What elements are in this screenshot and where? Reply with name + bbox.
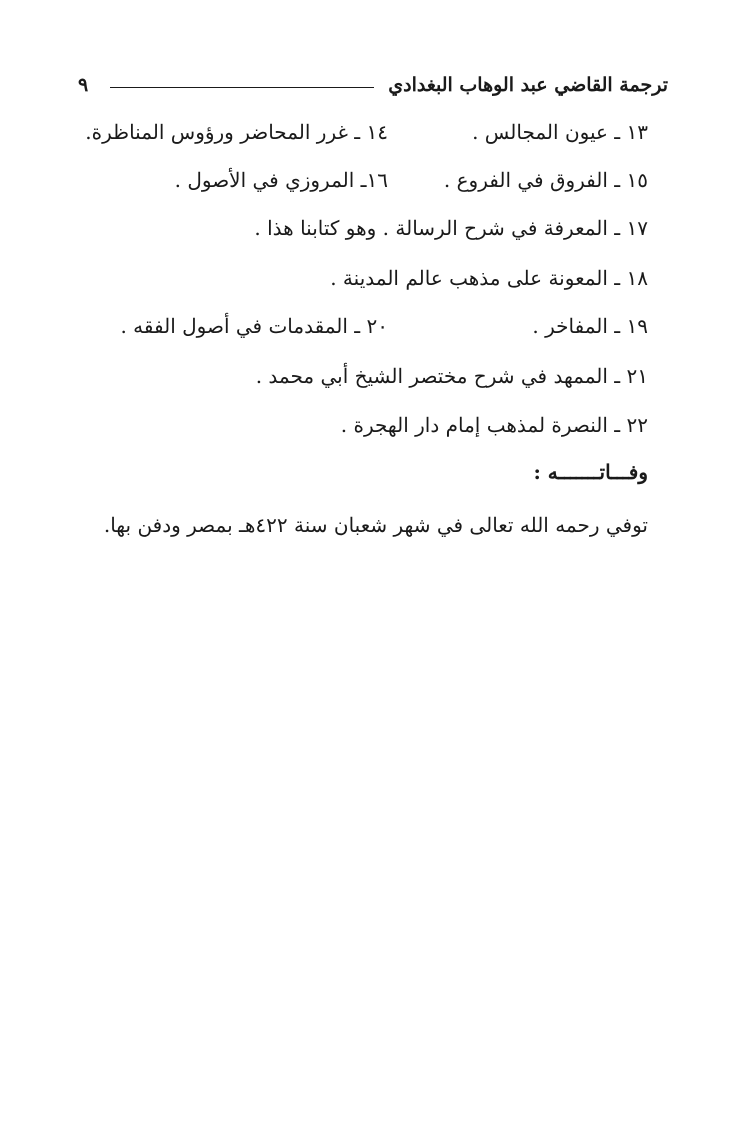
list-item-text: ١٦ـ المروزي في الأصول . (174, 168, 388, 192)
page-number: ٩ (78, 74, 89, 96)
list-item (256, 356, 648, 396)
list-item-text: ١٣ ـ عيون المجالس . (472, 120, 648, 144)
list-item (254, 208, 648, 248)
list-item (85, 112, 648, 152)
list-item (174, 160, 648, 200)
list-item (120, 306, 648, 346)
running-header (78, 68, 668, 102)
section-paragraph: توفي رحمه الله تعالى في شهر شعبان سنة ٤٢٢هـ بمصر ودفن بها. (103, 513, 648, 537)
list-item (330, 258, 648, 298)
section-heading: وفـــاتـــــــه : (533, 460, 648, 484)
list-item-text: ١٥ ـ الفروق في الفروع . (443, 168, 648, 192)
list-item (341, 405, 648, 445)
list-item-text: ١٩ ـ المفاخر . (532, 314, 648, 338)
list-item-text: ١٨ ـ المعونة على مذهب عالم المدينة . (330, 266, 648, 290)
list-item-text: ٢٠ ـ المقدمات في أصول الفقه . (120, 314, 388, 338)
list-item-text: ١٤ ـ غرر المحاضر ورؤوس المناظرة. (85, 120, 388, 144)
list-item-text: ٢٢ ـ النصرة لمذهب إمام دار الهجرة . (340, 413, 648, 437)
header-rule (110, 87, 374, 88)
list-item-text: ١٧ ـ المعرفة في شرح الرسالة . وهو كتابنا هذا . (254, 216, 648, 240)
list-item-text: ٢١ ـ الممهد في شرح مختصر الشيخ أبي محمد . (255, 364, 648, 388)
header-title: ترجمة القاضي عبد الوهاب البغدادي (388, 74, 668, 96)
